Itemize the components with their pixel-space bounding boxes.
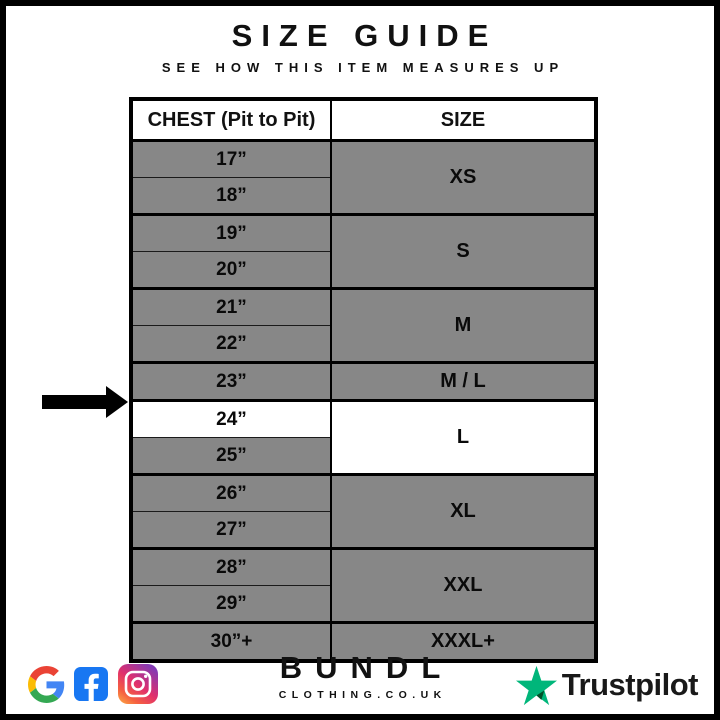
size-table-body [131,141,596,662]
table-row [131,475,596,512]
chest-cell: 17” [131,141,331,178]
page-title: SIZE GUIDE [231,18,498,53]
chest-column-header: CHEST (Pit to Pit) [131,99,331,141]
chest-cell: 26” [131,475,331,512]
table-row [131,401,596,438]
chest-cell: 19” [131,215,331,252]
chest-cell: 30”+ [131,623,331,662]
table-row [131,289,596,326]
trustpilot-logo [516,662,698,708]
trustpilot-wordmark: Trustpilot [561,667,698,702]
chest-cell: 18” [131,178,331,215]
table-row [131,215,596,252]
table-row [131,549,596,586]
trustpilot-star-icon [516,665,557,706]
table-row [131,141,596,178]
chest-cell: 28” [131,549,331,586]
size-table-header [131,99,596,141]
size-cell: XS [331,141,596,215]
chest-cell: 27” [131,512,331,549]
highlight-arrow-icon [42,386,128,418]
size-cell: XL [331,475,596,549]
table-row [131,363,596,401]
chest-cell: 20” [131,252,331,289]
size-table [129,97,598,663]
size-cell: S [331,215,596,289]
chest-cell: 22” [131,326,331,363]
chest-cell: 23” [131,363,331,401]
size-cell: M [331,289,596,363]
size-cell: L [331,401,596,475]
chest-cell: 24” [131,401,331,438]
header-row [131,99,596,141]
arrow-head [106,386,128,418]
chest-cell: 25” [131,438,331,475]
size-cell: XXL [331,549,596,623]
chest-cell: 29” [131,586,331,623]
brand-logo-text: BUNDL [279,650,454,685]
size-cell: M / L [331,363,596,401]
size-column-header: SIZE [331,99,596,141]
arrow-shaft [42,395,106,409]
size-cell: XXXL+ [331,623,596,662]
chest-cell: 21” [131,289,331,326]
brand-domain-text: CLOTHING.CO.UK [278,688,447,701]
page-subtitle: SEE HOW THIS ITEM MEASURES UP [161,60,565,75]
